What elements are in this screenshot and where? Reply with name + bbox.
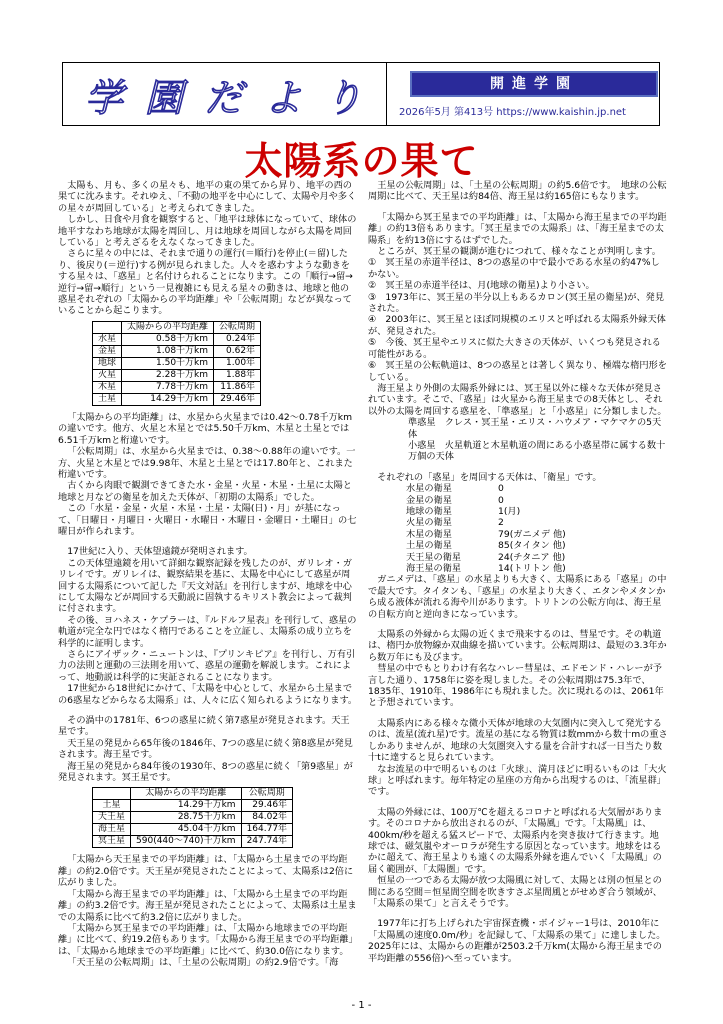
logo-char: だ <box>204 75 245 120</box>
table-row <box>93 393 261 405</box>
paragraph: 「太陽から冥王星までの平均距離」は、「太陽から海王星までの平均距離」の約13倍もあります。「冥王星までの太陽系」は、「海王星までの太陽系」を約13倍にするはずでした。 <box>368 211 667 246</box>
table-row <box>93 333 261 345</box>
paragraph: 王星の公転周期」は、「土星の公転周期」の約5.6倍です。 地球の公転周期に比べて、天王星は約84倍、海王星は約165倍にもなります。 <box>368 180 667 203</box>
satellite-count: 85(タイタン 他) <box>498 540 566 552</box>
paragraph: 太陽系内にある様々な微小天体が地球の大気圏内に突入して発光するのは、流星(流れ星)です。流星の基になる物質は数mmから数十mの重さしかありませんが、地球の大気圏突入する量を合計すれば一日当たり数十tに達すると見られています。 <box>368 717 668 764</box>
satellite-count: 1(月) <box>498 505 521 517</box>
paragraph: 17世紀に入り、天体望遠鏡が発明されます。 <box>67 546 253 558</box>
paragraph: 恒星の一つである太陽が放つ太陽風に対して、太陽とは別の恒星との間にある空間＝恒星間空間を吹きすさぶ星間風とがせめぎ合う領域が、「太陽系の果て」と言えそうです。 <box>368 875 662 909</box>
table-cell: 247.74年 <box>241 836 293 848</box>
list-item: ④ 2003年に、冥王星とほぼ同規模のエリスと呼ばれる太陽系外縁天体が、発見された。 <box>368 314 666 337</box>
paragraph: 1977年に打ち上げられた宇宙探査機・ボイジャー1号は、2010年に「太陽風の速度0.0m/秒」を記録して、「太陽系の果て」に達しました。2025年には、太陽からの距離が2503.2千万km(太陽から海王星までの平均距離の556倍)へ至っています。 <box>368 918 666 964</box>
logo-char: 園 <box>144 75 185 120</box>
paragraph: 「太陽から天王星までの平均距離」は、「太陽から土星までの平均距離」の約2.0倍です。天王星が発見されたことによって、太陽系は2倍に広がりました。 <box>58 854 354 889</box>
satellite-count: 24(チタニア 他) <box>498 551 566 563</box>
table-cell: 84.02年 <box>241 812 293 824</box>
logo-char: り <box>324 75 365 120</box>
paragraph: それぞれの「惑星」を周回する天体は、「衛星」です。 <box>377 471 602 483</box>
paragraph: 「公転周期」は、水星から火星までは、0.38～0.88年の違いです。一方、火星と木星とでは9.98年、木星と土星とでは17.80年と、これまた桁違いです。 <box>58 446 356 480</box>
table-row <box>93 824 293 836</box>
satellite-name: 金星の衛星 <box>406 494 452 506</box>
table-header: 太陽からの平均距離 <box>131 788 242 800</box>
newsletter-logo <box>63 63 387 125</box>
column-left <box>58 180 358 969</box>
table-row <box>93 381 261 393</box>
table-cell: 海王星 <box>93 824 131 836</box>
table-cell: 7.78千万km <box>122 381 214 393</box>
paragraph: 「太陽から冥王星までの平均距離」は、「太陽から地球までの平均距離」に比べて、約19.2倍もあります。「太陽から海王星までの平均距離」は、「太陽から地球までの平均距離」に比べて、約30.0倍になります。 <box>58 922 358 957</box>
satellite-name: 海王星の衛星 <box>406 563 462 574</box>
table-cell: 1.00年 <box>214 357 261 369</box>
table-cell: 火星 <box>93 369 122 381</box>
page-title: 太陽系の果て <box>244 139 479 183</box>
satellite-name: 土星の衛星 <box>406 540 452 552</box>
paragraph: この天体望遠鏡を用いて詳細な観察記録を残したのが、ガリレオ・ガリレイです。ガリレイは、観察結果を基に、太陽を中心にして惑星が周回する太陽系について記した『天文対話』を刊行しますが、地球を中心にして太陽などが周回する天動説に固執するキリスト教会によって裁判に付されます。 <box>58 557 352 615</box>
list-item: ⑤ 今後、冥王星やエリスに似た大きさの天体が、いくつも発見される可能性がある。 <box>368 337 661 360</box>
table-cell: 0.62年 <box>214 345 261 357</box>
table-cell: 1.50千万km <box>122 357 214 369</box>
table-cell: 2.28千万km <box>122 369 214 381</box>
paragraph: 「太陽からの平均距離」は、水星から火星までは0.42～0.78千万kmの違いです。他方、火星と木星とでは5.50千万km、木星と土星とでは6.51千万kmと桁違いです。 <box>58 411 353 446</box>
table-cell: 地球 <box>93 357 122 369</box>
paragraph: さらにアイザック・ニュートンは、『プリンキピア』を刊行し、万有引力の法則と運動の三法則を用いて、惑星の運動を解説します。これによって、地動説は科学的に実証されることになります。 <box>58 649 356 683</box>
list-item: ① 冥王星の赤道半径は、8つの惑星の中で最小である水星の約47%しかない。 <box>368 257 660 280</box>
table-cell: 45.04千万km <box>131 824 242 836</box>
table-cell: 14.29千万km <box>131 800 242 812</box>
table-cell: 164.77年 <box>241 824 293 836</box>
table-cell: 1.88年 <box>214 369 261 381</box>
satellite-count: 0 <box>498 494 504 506</box>
table-cell: 0.24年 <box>214 333 261 345</box>
paragraph: 太陽も、月も、多くの星々も、地平の東の果てから昇り、地平の西の果てに沈みます。それゆえ、「不動の地平を中心にして、太陽や月や多くの星々が周回している」と考えられてきました。 <box>58 180 357 214</box>
table-cell: 天王星 <box>93 812 131 824</box>
paragraph: 太陽系の外縁から太陽の近くまで飛来するのは、彗星です。その軌道は、楕円か放物線か双曲線を描いています。公転周期は、最短の3.3年から数万年にも及びます。 <box>368 629 667 663</box>
table-cell: 土星 <box>93 393 122 405</box>
masthead <box>62 62 660 126</box>
paragraph: なお流星の中で明るいものは「火球」、満月ほどに明るいものは「大火球」と呼ばれます。毎年特定の星座の方角から出現するのは、「流星群」です。 <box>368 763 667 798</box>
table-cell: 1.08千万km <box>122 345 214 357</box>
paragraph: ところが、冥王星の観測が進むにつれて、様々なことが判明します。 <box>377 246 661 258</box>
table-cell: 29.46年 <box>241 800 293 812</box>
table-cell: 14.29千万km <box>122 393 214 405</box>
satellite-count: 14(トリトン 他) <box>498 563 566 574</box>
table-header: 公転周期 <box>214 321 261 333</box>
paragraph: 天王星の発見から65年後の1846年、7つの惑星に続く第8惑星が発見されます。海王星です。 <box>58 737 353 761</box>
page-number: - 1 - <box>351 1000 372 1011</box>
satellite-name: 地球の衛星 <box>406 505 452 517</box>
table-cell: 水星 <box>93 333 122 345</box>
paragraph: その後、ヨハネス・ケプラーは、『ルドルフ星表』を刊行して、惑星の軌道が完全な円ではなく楕円であることを立証し、太陽系の成り立ちを科学的に証明します。 <box>58 614 357 649</box>
definition-dwarf-planet: 準惑星 クレス・冥王星・エリス・ハウメア・マケマケの5天体 <box>408 417 662 440</box>
satellite-list <box>406 483 668 574</box>
table-row <box>93 800 293 812</box>
satellite-count: 79(ガニメデ 他) <box>498 528 566 540</box>
table-header: 公転周期 <box>241 788 293 800</box>
list-item: ② 冥王星の赤道半径は、月(地球の衛星)より小さい。 <box>368 280 595 292</box>
table-cell: 29.46年 <box>214 393 261 405</box>
list-item: ③ 1973年に、冥王星の半分以上もあるカロン(冥王星の衛星)が、発見された。 <box>368 291 665 315</box>
paragraph: 「太陽から海王星までの平均距離」は、「太陽から土星までの平均距離」の約3.2倍です。海王星が発見されたことによって、太陽系は土星までの太陽系に比べて約3.2倍に広がりました。 <box>58 888 357 923</box>
paragraph: しかし、日食や月食を観察すると、「地平は球体になっていて、球体の地平すなわち地球が太陽を周回し、月は地球を周回しながら太陽を周回している」と考えざるをえなくなってきました。 <box>58 214 357 249</box>
paragraph: その渦中の1781年、6つの惑星に続く第7惑星が発見されます。天王星です。 <box>58 715 350 738</box>
table-header <box>93 321 122 333</box>
satellite-count: 2 <box>498 517 504 529</box>
paragraph: ガニメデは、「惑星」の水星よりも大きく、太陽系にある「惑星」の中で最大です。タイタンも、「惑星」の水星より大きく、エタンやメタンから成る液体が流れる海や川があります。トリトンの公転方向は、海王星の自転方向と逆向きになっています。 <box>368 574 667 620</box>
paragraph: 17世紀から18世紀にかけて、「太陽を中心として、水星から土星までの6惑星などからなる太陽系」は、人々に広く知られるようになります。 <box>58 683 358 706</box>
issue-info: 2026年5月 第413号 https://www.kaishin.jp.net <box>399 107 626 118</box>
table-row <box>93 357 261 369</box>
table-row <box>93 345 261 357</box>
satellite-name: 火星の衛星 <box>406 517 452 529</box>
table-cell: 0.58千万km <box>122 333 214 345</box>
planet-table-2 <box>92 787 293 848</box>
table-row <box>93 812 293 824</box>
table-header <box>93 788 131 800</box>
satellite-count: 0 <box>498 483 504 495</box>
table-cell: 28.75千万km <box>131 812 242 824</box>
paragraph: 古くから肉眼で観測できてきた水・金星・火星・木星・土星に太陽と地球と月などの衛星を加えた天体が、「初期の太陽系」でした。 <box>58 480 352 503</box>
table-cell: 11.86年 <box>214 381 261 393</box>
table-cell: 土星 <box>93 800 131 812</box>
satellite-name: 水星の衛星 <box>406 483 452 495</box>
school-name: 開進学園 <box>410 71 658 97</box>
table-cell: 木星 <box>93 381 122 393</box>
planet-table-1 <box>92 321 261 406</box>
table-cell: 590(440～740)千万km <box>131 836 242 848</box>
paragraph: 太陽の外縁には、100万℃を超えるコロナと呼ばれる大気層があります。そのコロナから放出されるのが、「太陽風」です。「太陽風」は、400km/秒を超える猛スピードで、太陽系内を突き抜けて行きます。地球では、磁気嵐やオーロラが発生する原因となっています。地球をはるかに超えて、海王星よりも遠くの太陽系外縁を進んでいく「太陽風」の届く範囲が、「太陽圏」です。 <box>368 806 663 875</box>
table-cell: 金星 <box>93 345 122 357</box>
satellite-name: 木星の衛星 <box>406 528 452 540</box>
definition-asteroid: 小惑星 火星軌道と木星軌道の間にある小惑星帯に属する数十万個の天体 <box>408 439 666 463</box>
paragraph: 彗星の中でもとりわけ有名なハレー彗星は、エドモンド・ハレーが予言した通り、1758年に姿を現しました。その公転周期は75.3年で、1835年、1910年、1986年にも現れました。次に現れるのは、2061年と予想されています。 <box>368 663 664 709</box>
paragraph: 海王星より外側の太陽系外縁には、冥王星以外に様々な天体が発見されています。そこで、「惑星」は火星から海王星までの8天体とし、それ以外の太陽を周回する惑星を、「準惑星」と「小惑星」に分類しました。 <box>368 382 667 417</box>
list-item: ⑥ 冥王星の公転軌道は、8つの惑星とは著しく異なり、極端な楕円形をしている。 <box>368 360 667 383</box>
logo-char: よ <box>264 75 305 120</box>
paragraph: この「水星・金星・火星・木星・土星・太陽(日)・月」が基になって、「日曜日・月曜日・火曜日・水曜日・木曜日・金曜日・土曜日」の七曜日が作られます。 <box>58 503 357 537</box>
paragraph: 「天王星の公転周期」は、「土星の公転周期」の約2.9倍です。「海 <box>67 957 339 969</box>
column-right <box>368 180 668 964</box>
paragraph: さらに星々の中には、それまで通りの運行(＝順行)を停止(＝留)したり、後戻り(＝逆行)する例が見られました。人々を惑わすような動きをする星々は、「惑星」と名付けられることになります。この「順行→留→逆行→留→順行」という一見複雑にも見える星々の動きは、地球と他の惑星それぞれの「太陽からの平均距離」や「公転周期」などが異なっていることから起こります。 <box>58 248 353 317</box>
paragraph: 海王星の発見から84年後の1930年、8つの惑星に続く「第9惑星」が発見されます。冥王星です。 <box>58 760 353 784</box>
satellite-name: 天王星の衛星 <box>406 551 462 563</box>
table-row <box>93 369 261 381</box>
logo-char: 学 <box>84 75 125 120</box>
table-header: 太陽からの平均距離 <box>122 321 214 333</box>
table-cell: 冥王星 <box>93 836 131 848</box>
table-row <box>93 836 293 848</box>
